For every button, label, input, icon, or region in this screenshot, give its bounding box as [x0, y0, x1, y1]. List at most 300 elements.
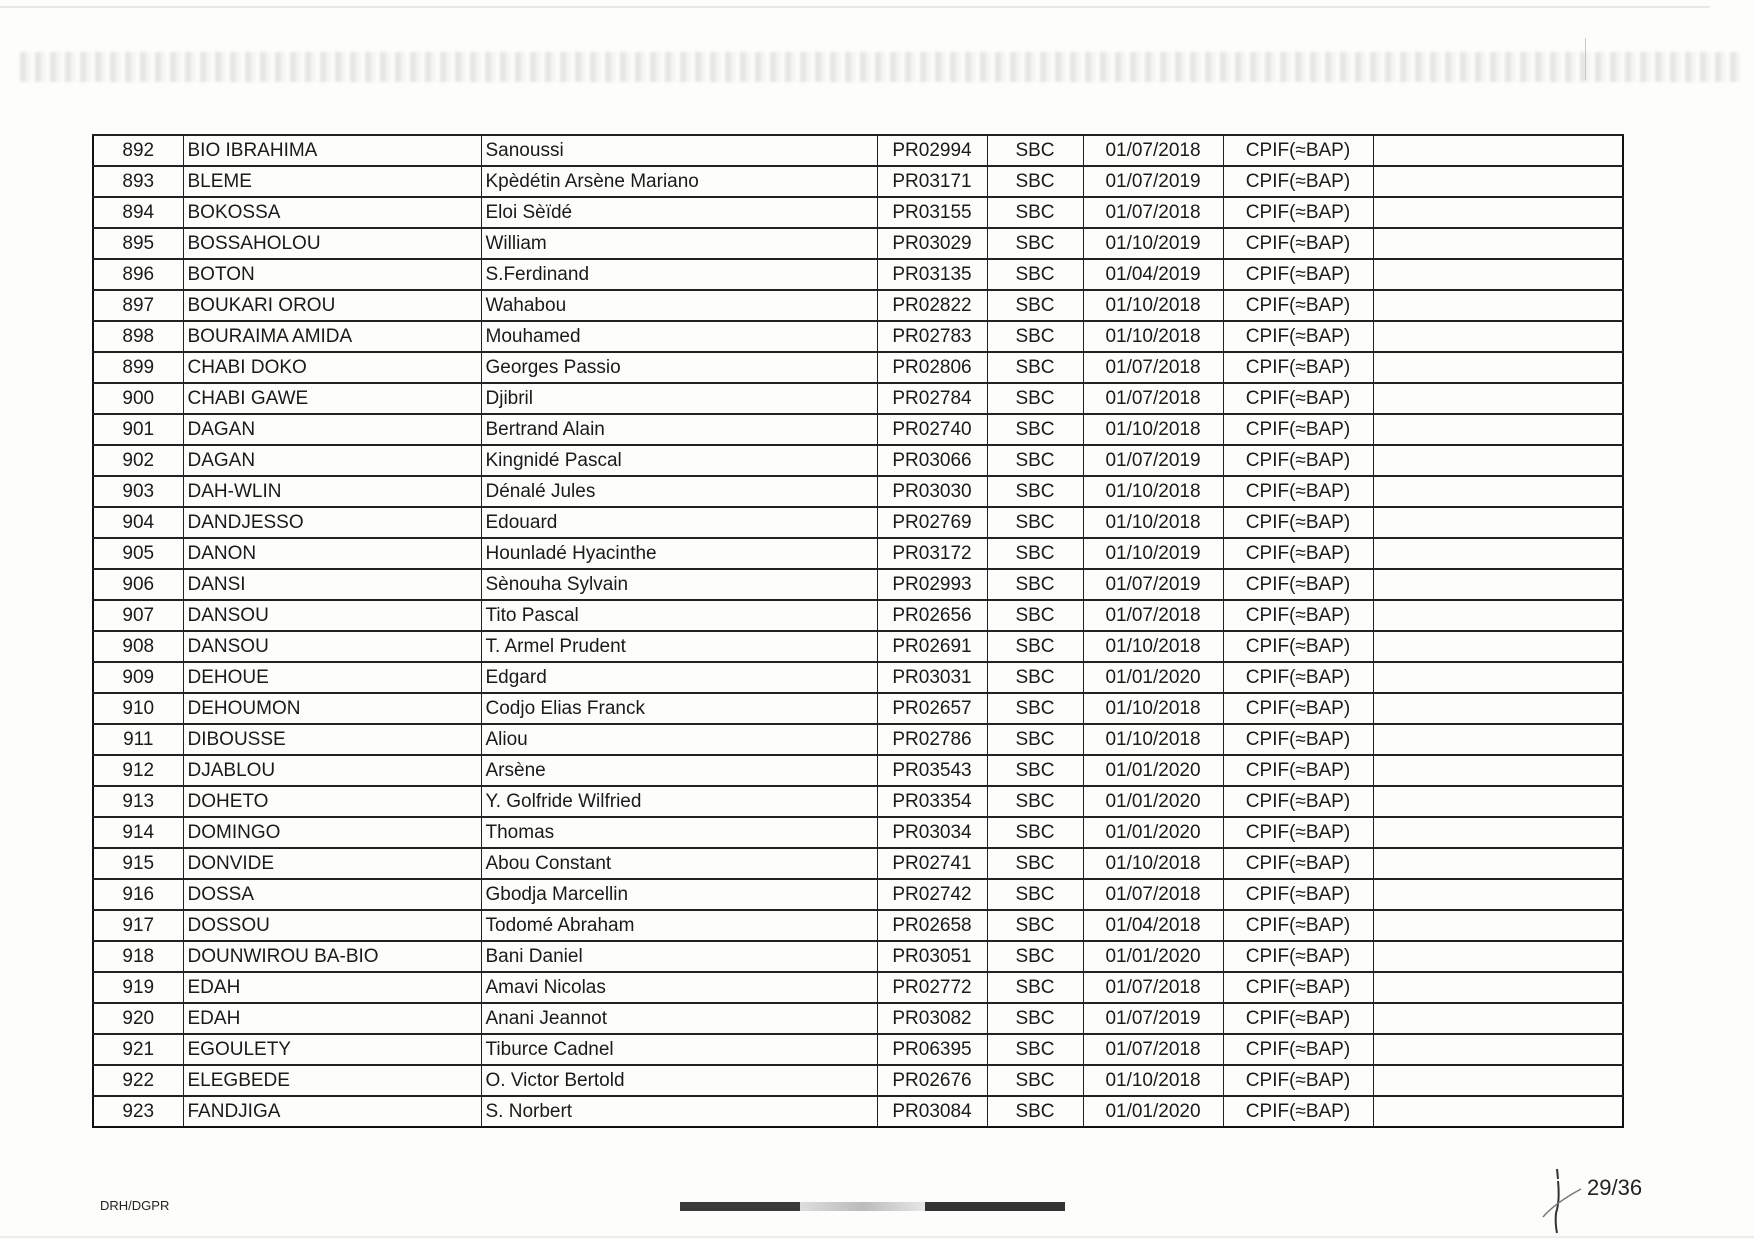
last-name-cell: EGOULETY: [183, 1034, 481, 1065]
row-number-cell: 908: [93, 631, 183, 662]
matricule-cell: PR03155: [877, 197, 987, 228]
grade-cell: CPIF(≈BAP): [1223, 290, 1373, 321]
top-scan-edge: [0, 6, 1710, 8]
grade-cell: CPIF(≈BAP): [1223, 786, 1373, 817]
effective-date-cell: 01/10/2018: [1083, 414, 1223, 445]
first-name-cell: William: [481, 228, 877, 259]
matricule-cell: PR02994: [877, 135, 987, 166]
observation-cell: [1373, 228, 1623, 259]
table-row: [93, 197, 1623, 228]
grade-cell: CPIF(≈BAP): [1223, 662, 1373, 693]
grade-cell: CPIF(≈BAP): [1223, 972, 1373, 1003]
matricule-cell: PR03084: [877, 1096, 987, 1127]
table-row: [93, 507, 1623, 538]
observation-cell: [1373, 352, 1623, 383]
effective-date-cell: 01/10/2018: [1083, 724, 1223, 755]
table-row: [93, 1065, 1623, 1096]
first-name-cell: T. Armel Prudent: [481, 631, 877, 662]
table-row: [93, 1096, 1623, 1127]
corps-cell: SBC: [987, 135, 1083, 166]
first-name-cell: S.Ferdinand: [481, 259, 877, 290]
first-name-cell: Bani Daniel: [481, 941, 877, 972]
effective-date-cell: 01/10/2019: [1083, 538, 1223, 569]
matricule-cell: PR03171: [877, 166, 987, 197]
row-number-cell: 900: [93, 383, 183, 414]
table-row: [93, 662, 1623, 693]
first-name-cell: Eloi Sèïdé: [481, 197, 877, 228]
matricule-cell: PR03354: [877, 786, 987, 817]
row-number-cell: 907: [93, 600, 183, 631]
matricule-cell: PR02783: [877, 321, 987, 352]
last-name-cell: DOHETO: [183, 786, 481, 817]
matricule-cell: PR02741: [877, 848, 987, 879]
last-name-cell: EDAH: [183, 972, 481, 1003]
observation-cell: [1373, 445, 1623, 476]
last-name-cell: DANSOU: [183, 600, 481, 631]
first-name-cell: Thomas: [481, 817, 877, 848]
table-row: [93, 259, 1623, 290]
footer-department-code: DRH/DGPR: [100, 1198, 170, 1213]
grade-cell: CPIF(≈BAP): [1223, 600, 1373, 631]
row-number-cell: 903: [93, 476, 183, 507]
row-number-cell: 901: [93, 414, 183, 445]
matricule-cell: PR02786: [877, 724, 987, 755]
grade-cell: CPIF(≈BAP): [1223, 724, 1373, 755]
grade-cell: CPIF(≈BAP): [1223, 135, 1373, 166]
corps-cell: SBC: [987, 879, 1083, 910]
matricule-cell: PR03029: [877, 228, 987, 259]
grade-cell: CPIF(≈BAP): [1223, 228, 1373, 259]
table-row: [93, 786, 1623, 817]
matricule-cell: PR02784: [877, 383, 987, 414]
grade-cell: CPIF(≈BAP): [1223, 1003, 1373, 1034]
footer-strip-segment: [925, 1202, 1065, 1211]
effective-date-cell: 01/07/2018: [1083, 972, 1223, 1003]
corps-cell: SBC: [987, 1003, 1083, 1034]
effective-date-cell: 01/04/2018: [1083, 910, 1223, 941]
first-name-cell: Bertrand Alain: [481, 414, 877, 445]
row-number-cell: 897: [93, 290, 183, 321]
table-row: [93, 724, 1623, 755]
effective-date-cell: 01/10/2019: [1083, 228, 1223, 259]
grade-cell: CPIF(≈BAP): [1223, 321, 1373, 352]
observation-cell: [1373, 383, 1623, 414]
grade-cell: CPIF(≈BAP): [1223, 166, 1373, 197]
last-name-cell: DANSOU: [183, 631, 481, 662]
first-name-cell: Todomé Abraham: [481, 910, 877, 941]
observation-cell: [1373, 910, 1623, 941]
faded-header-divider: [1585, 38, 1586, 80]
corps-cell: SBC: [987, 569, 1083, 600]
effective-date-cell: 01/07/2018: [1083, 197, 1223, 228]
observation-cell: [1373, 1034, 1623, 1065]
matricule-cell: PR03543: [877, 755, 987, 786]
corps-cell: SBC: [987, 228, 1083, 259]
matricule-cell: PR02772: [877, 972, 987, 1003]
corps-cell: SBC: [987, 538, 1083, 569]
effective-date-cell: 01/01/2020: [1083, 941, 1223, 972]
row-number-cell: 898: [93, 321, 183, 352]
row-number-cell: 912: [93, 755, 183, 786]
table-row: [93, 383, 1623, 414]
first-name-cell: Gbodja Marcellin: [481, 879, 877, 910]
effective-date-cell: 01/07/2018: [1083, 879, 1223, 910]
first-name-cell: Wahabou: [481, 290, 877, 321]
matricule-cell: PR02676: [877, 1065, 987, 1096]
grade-cell: CPIF(≈BAP): [1223, 569, 1373, 600]
last-name-cell: BIO IBRAHIMA: [183, 135, 481, 166]
grade-cell: CPIF(≈BAP): [1223, 414, 1373, 445]
effective-date-cell: 01/01/2020: [1083, 786, 1223, 817]
row-number-cell: 919: [93, 972, 183, 1003]
corps-cell: SBC: [987, 910, 1083, 941]
grade-cell: CPIF(≈BAP): [1223, 941, 1373, 972]
corps-cell: SBC: [987, 259, 1083, 290]
table-row: [93, 631, 1623, 662]
last-name-cell: DANSI: [183, 569, 481, 600]
last-name-cell: BOKOSSA: [183, 197, 481, 228]
row-number-cell: 913: [93, 786, 183, 817]
matricule-cell: PR03034: [877, 817, 987, 848]
observation-cell: [1373, 631, 1623, 662]
first-name-cell: Tiburce Cadnel: [481, 1034, 877, 1065]
effective-date-cell: 01/10/2018: [1083, 693, 1223, 724]
last-name-cell: DONVIDE: [183, 848, 481, 879]
last-name-cell: DOUNWIROU BA-BIO: [183, 941, 481, 972]
row-number-cell: 921: [93, 1034, 183, 1065]
table-row: [93, 848, 1623, 879]
row-number-cell: 923: [93, 1096, 183, 1127]
matricule-cell: PR02658: [877, 910, 987, 941]
corps-cell: SBC: [987, 1034, 1083, 1065]
row-number-cell: 910: [93, 693, 183, 724]
row-number-cell: 922: [93, 1065, 183, 1096]
effective-date-cell: 01/07/2018: [1083, 1034, 1223, 1065]
effective-date-cell: 01/07/2018: [1083, 383, 1223, 414]
effective-date-cell: 01/10/2018: [1083, 321, 1223, 352]
effective-date-cell: 01/10/2018: [1083, 290, 1223, 321]
corps-cell: SBC: [987, 352, 1083, 383]
faded-header-text: [20, 52, 1740, 82]
grade-cell: CPIF(≈BAP): [1223, 755, 1373, 786]
observation-cell: [1373, 1003, 1623, 1034]
corps-cell: SBC: [987, 414, 1083, 445]
corps-cell: SBC: [987, 321, 1083, 352]
grade-cell: CPIF(≈BAP): [1223, 507, 1373, 538]
matricule-cell: PR02822: [877, 290, 987, 321]
observation-cell: [1373, 1096, 1623, 1127]
effective-date-cell: 01/10/2018: [1083, 476, 1223, 507]
last-name-cell: DOMINGO: [183, 817, 481, 848]
signature-initial-icon: [1535, 1165, 1585, 1235]
observation-cell: [1373, 600, 1623, 631]
corps-cell: SBC: [987, 848, 1083, 879]
table-row: [93, 972, 1623, 1003]
observation-cell: [1373, 538, 1623, 569]
effective-date-cell: 01/07/2019: [1083, 569, 1223, 600]
table-row: [93, 135, 1623, 166]
corps-cell: SBC: [987, 1065, 1083, 1096]
effective-date-cell: 01/01/2020: [1083, 1096, 1223, 1127]
first-name-cell: Edouard: [481, 507, 877, 538]
grade-cell: CPIF(≈BAP): [1223, 910, 1373, 941]
row-number-cell: 902: [93, 445, 183, 476]
table-row: [93, 352, 1623, 383]
corps-cell: SBC: [987, 631, 1083, 662]
row-number-cell: 905: [93, 538, 183, 569]
first-name-cell: Hounladé Hyacinthe: [481, 538, 877, 569]
row-number-cell: 918: [93, 941, 183, 972]
last-name-cell: ELEGBEDE: [183, 1065, 481, 1096]
row-number-cell: 917: [93, 910, 183, 941]
first-name-cell: Mouhamed: [481, 321, 877, 352]
first-name-cell: Kingnidé Pascal: [481, 445, 877, 476]
grade-cell: CPIF(≈BAP): [1223, 1065, 1373, 1096]
grade-cell: CPIF(≈BAP): [1223, 259, 1373, 290]
observation-cell: [1373, 476, 1623, 507]
row-number-cell: 914: [93, 817, 183, 848]
observation-cell: [1373, 755, 1623, 786]
corps-cell: SBC: [987, 476, 1083, 507]
last-name-cell: BOURAIMA AMIDA: [183, 321, 481, 352]
last-name-cell: DJABLOU: [183, 755, 481, 786]
last-name-cell: DANDJESSO: [183, 507, 481, 538]
table-row: [93, 693, 1623, 724]
first-name-cell: Amavi Nicolas: [481, 972, 877, 1003]
last-name-cell: BOUKARI OROU: [183, 290, 481, 321]
effective-date-cell: 01/01/2020: [1083, 662, 1223, 693]
table-row: [93, 755, 1623, 786]
matricule-cell: PR02740: [877, 414, 987, 445]
table-row: [93, 910, 1623, 941]
row-number-cell: 915: [93, 848, 183, 879]
matricule-cell: PR02657: [877, 693, 987, 724]
last-name-cell: DAGAN: [183, 414, 481, 445]
grade-cell: CPIF(≈BAP): [1223, 445, 1373, 476]
observation-cell: [1373, 259, 1623, 290]
first-name-cell: Tito Pascal: [481, 600, 877, 631]
matricule-cell: PR02742: [877, 879, 987, 910]
last-name-cell: CHABI GAWE: [183, 383, 481, 414]
corps-cell: SBC: [987, 724, 1083, 755]
first-name-cell: Aliou: [481, 724, 877, 755]
first-name-cell: S. Norbert: [481, 1096, 877, 1127]
grade-cell: CPIF(≈BAP): [1223, 693, 1373, 724]
observation-cell: [1373, 166, 1623, 197]
footer-strip-segment: [680, 1202, 800, 1211]
effective-date-cell: 01/10/2018: [1083, 631, 1223, 662]
first-name-cell: Anani Jeannot: [481, 1003, 877, 1034]
grade-cell: CPIF(≈BAP): [1223, 197, 1373, 228]
corps-cell: SBC: [987, 507, 1083, 538]
corps-cell: SBC: [987, 786, 1083, 817]
effective-date-cell: 01/01/2020: [1083, 755, 1223, 786]
effective-date-cell: 01/07/2018: [1083, 135, 1223, 166]
corps-cell: SBC: [987, 662, 1083, 693]
matricule-cell: PR02993: [877, 569, 987, 600]
row-number-cell: 896: [93, 259, 183, 290]
table-row: [93, 166, 1623, 197]
matricule-cell: PR02806: [877, 352, 987, 383]
last-name-cell: DIBOUSSE: [183, 724, 481, 755]
first-name-cell: O. Victor Bertold: [481, 1065, 877, 1096]
observation-cell: [1373, 135, 1623, 166]
observation-cell: [1373, 569, 1623, 600]
corps-cell: SBC: [987, 197, 1083, 228]
row-number-cell: 906: [93, 569, 183, 600]
row-number-cell: 911: [93, 724, 183, 755]
corps-cell: SBC: [987, 817, 1083, 848]
table-row: [93, 1034, 1623, 1065]
matricule-cell: PR03135: [877, 259, 987, 290]
matricule-cell: PR02656: [877, 600, 987, 631]
matricule-cell: PR03082: [877, 1003, 987, 1034]
observation-cell: [1373, 197, 1623, 228]
first-name-cell: Abou Constant: [481, 848, 877, 879]
observation-cell: [1373, 786, 1623, 817]
grade-cell: CPIF(≈BAP): [1223, 817, 1373, 848]
table-row: [93, 445, 1623, 476]
row-number-cell: 895: [93, 228, 183, 259]
table-row: [93, 228, 1623, 259]
first-name-cell: Dénalé Jules: [481, 476, 877, 507]
corps-cell: SBC: [987, 166, 1083, 197]
footer-scan-strip: [680, 1202, 1065, 1211]
first-name-cell: Arsène: [481, 755, 877, 786]
effective-date-cell: 01/04/2019: [1083, 259, 1223, 290]
first-name-cell: Sènouha Sylvain: [481, 569, 877, 600]
grade-cell: CPIF(≈BAP): [1223, 476, 1373, 507]
corps-cell: SBC: [987, 1096, 1083, 1127]
observation-cell: [1373, 1065, 1623, 1096]
matricule-cell: PR02691: [877, 631, 987, 662]
observation-cell: [1373, 414, 1623, 445]
last-name-cell: DOSSOU: [183, 910, 481, 941]
corps-cell: SBC: [987, 941, 1083, 972]
table-row: [93, 569, 1623, 600]
page-number: 29/36: [1587, 1175, 1643, 1200]
table-row: [93, 290, 1623, 321]
observation-cell: [1373, 507, 1623, 538]
observation-cell: [1373, 817, 1623, 848]
row-number-cell: 904: [93, 507, 183, 538]
last-name-cell: CHABI DOKO: [183, 352, 481, 383]
observation-cell: [1373, 693, 1623, 724]
effective-date-cell: 01/07/2018: [1083, 600, 1223, 631]
observation-cell: [1373, 321, 1623, 352]
first-name-cell: Djibril: [481, 383, 877, 414]
last-name-cell: DEHOUMON: [183, 693, 481, 724]
footer-strip-segment: [800, 1202, 925, 1211]
table-row: [93, 321, 1623, 352]
first-name-cell: Georges Passio: [481, 352, 877, 383]
corps-cell: SBC: [987, 383, 1083, 414]
first-name-cell: Edgard: [481, 662, 877, 693]
matricule-cell: PR06395: [877, 1034, 987, 1065]
first-name-cell: Y. Golfride Wilfried: [481, 786, 877, 817]
matricule-cell: PR03051: [877, 941, 987, 972]
row-number-cell: 892: [93, 135, 183, 166]
effective-date-cell: 01/07/2018: [1083, 352, 1223, 383]
corps-cell: SBC: [987, 693, 1083, 724]
last-name-cell: DANON: [183, 538, 481, 569]
row-number-cell: 916: [93, 879, 183, 910]
last-name-cell: DOSSA: [183, 879, 481, 910]
table-row: [93, 879, 1623, 910]
first-name-cell: Codjo Elias Franck: [481, 693, 877, 724]
grade-cell: CPIF(≈BAP): [1223, 538, 1373, 569]
last-name-cell: BOSSAHOLOU: [183, 228, 481, 259]
first-name-cell: Sanoussi: [481, 135, 877, 166]
effective-date-cell: 01/01/2020: [1083, 817, 1223, 848]
matricule-cell: PR03031: [877, 662, 987, 693]
table-row: [93, 476, 1623, 507]
last-name-cell: BLEME: [183, 166, 481, 197]
row-number-cell: 894: [93, 197, 183, 228]
grade-cell: CPIF(≈BAP): [1223, 1034, 1373, 1065]
grade-cell: CPIF(≈BAP): [1223, 1096, 1373, 1127]
table-row: [93, 941, 1623, 972]
table-row: [93, 538, 1623, 569]
observation-cell: [1373, 848, 1623, 879]
last-name-cell: FANDJIGA: [183, 1096, 481, 1127]
grade-cell: CPIF(≈BAP): [1223, 879, 1373, 910]
first-name-cell: Kpèdétin Arsène Mariano: [481, 166, 877, 197]
corps-cell: SBC: [987, 972, 1083, 1003]
effective-date-cell: 01/07/2019: [1083, 1003, 1223, 1034]
table-row: [93, 414, 1623, 445]
matricule-cell: PR02769: [877, 507, 987, 538]
personnel-table: [92, 134, 1624, 1128]
corps-cell: SBC: [987, 600, 1083, 631]
last-name-cell: DEHOUE: [183, 662, 481, 693]
effective-date-cell: 01/10/2018: [1083, 1065, 1223, 1096]
matricule-cell: PR03066: [877, 445, 987, 476]
row-number-cell: 909: [93, 662, 183, 693]
last-name-cell: BOTON: [183, 259, 481, 290]
grade-cell: CPIF(≈BAP): [1223, 631, 1373, 662]
grade-cell: CPIF(≈BAP): [1223, 352, 1373, 383]
observation-cell: [1373, 662, 1623, 693]
observation-cell: [1373, 941, 1623, 972]
bottom-scan-edge: [0, 1236, 1754, 1238]
matricule-cell: PR03030: [877, 476, 987, 507]
last-name-cell: DAGAN: [183, 445, 481, 476]
row-number-cell: 893: [93, 166, 183, 197]
table-row: [93, 600, 1623, 631]
grade-cell: CPIF(≈BAP): [1223, 383, 1373, 414]
observation-cell: [1373, 724, 1623, 755]
corps-cell: SBC: [987, 755, 1083, 786]
table-row: [93, 817, 1623, 848]
observation-cell: [1373, 972, 1623, 1003]
corps-cell: SBC: [987, 290, 1083, 321]
effective-date-cell: 01/07/2019: [1083, 445, 1223, 476]
last-name-cell: EDAH: [183, 1003, 481, 1034]
observation-cell: [1373, 879, 1623, 910]
observation-cell: [1373, 290, 1623, 321]
row-number-cell: 920: [93, 1003, 183, 1034]
effective-date-cell: 01/10/2018: [1083, 507, 1223, 538]
matricule-cell: PR03172: [877, 538, 987, 569]
corps-cell: SBC: [987, 445, 1083, 476]
row-number-cell: 899: [93, 352, 183, 383]
last-name-cell: DAH-WLIN: [183, 476, 481, 507]
effective-date-cell: 01/10/2018: [1083, 848, 1223, 879]
effective-date-cell: 01/07/2019: [1083, 166, 1223, 197]
grade-cell: CPIF(≈BAP): [1223, 848, 1373, 879]
personnel-table-body: [93, 135, 1623, 1127]
